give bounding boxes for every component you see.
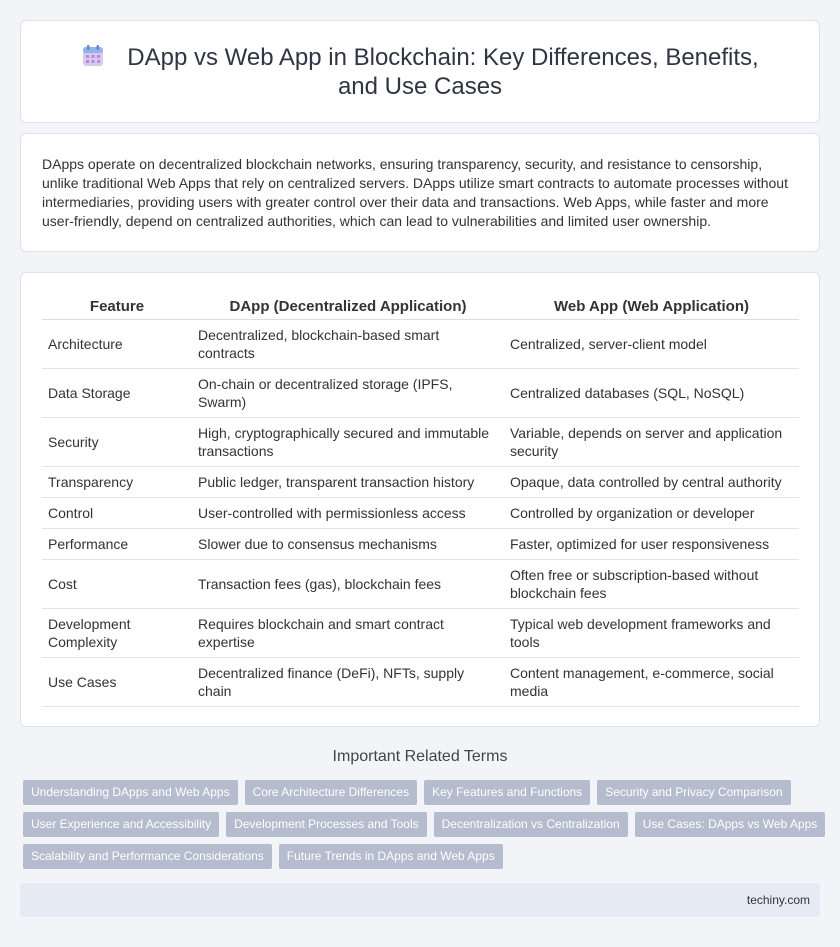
cell-webapp: Faster, optimized for user responsiveness [504, 528, 799, 559]
cell-dapp: Decentralized, blockchain-based smart contracts [192, 319, 504, 368]
related-terms-tags [23, 780, 823, 876]
header-webapp: Web App (Web Application) [504, 296, 799, 319]
cell-dapp: User-controlled with permissionless access [192, 497, 504, 528]
page-title: DApp vs Web App in Blockchain: Key Differences, Benefits, and Use Cases [127, 44, 759, 100]
cell-feature: Data Storage [42, 368, 192, 417]
cell-feature: Control [42, 497, 192, 528]
table-row [42, 528, 799, 559]
cell-feature: Performance [42, 528, 192, 559]
header-dapp: DApp (Decentralized Application) [192, 296, 504, 319]
table-row [42, 466, 799, 497]
table-row [42, 657, 799, 706]
cell-webapp: Content management, e-commerce, social media [504, 657, 799, 706]
cell-dapp: Public ledger, transparent transaction history [192, 466, 504, 497]
cell-dapp: Decentralized finance (DeFi), NFTs, supply chain [192, 657, 504, 706]
related-term-tag[interactable]: Key Features and Functions [424, 780, 590, 805]
header-feature: Feature [42, 296, 192, 319]
cell-feature: Cost [42, 559, 192, 608]
cell-feature: Development Complexity [42, 608, 192, 657]
footer [20, 883, 820, 917]
title-card [20, 20, 820, 123]
related-term-tag[interactable]: Use Cases: DApps vs Web Apps [635, 812, 826, 837]
cell-webapp: Often free or subscription-based without blockchain fees [504, 559, 799, 608]
intro-card [20, 133, 820, 252]
related-terms-title: Important Related Terms [332, 748, 508, 765]
table-row [42, 417, 799, 466]
tag-row [23, 812, 823, 837]
cell-dapp: Transaction fees (gas), blockchain fees [192, 559, 504, 608]
related-term-tag[interactable]: Future Trends in DApps and Web Apps [279, 844, 503, 869]
tag-row [23, 844, 823, 869]
footer-site[interactable]: techiny.com [746, 893, 810, 907]
comparison-card [20, 272, 820, 727]
cell-feature: Architecture [42, 319, 192, 368]
cell-dapp: Requires blockchain and smart contract expertise [192, 608, 504, 657]
cell-webapp: Variable, depends on server and application security [504, 417, 799, 466]
comparison-table [42, 296, 799, 707]
cell-feature: Use Cases [42, 657, 192, 706]
table-row [42, 368, 799, 417]
related-term-tag[interactable]: Decentralization vs Centralization [434, 812, 628, 837]
table-row [42, 559, 799, 608]
related-term-tag[interactable]: User Experience and Accessibility [23, 812, 219, 837]
cell-dapp: Slower due to consensus mechanisms [192, 528, 504, 559]
cell-dapp: On-chain or decentralized storage (IPFS, Swarm) [192, 368, 504, 417]
calendar-grid-icon [81, 44, 105, 68]
cell-feature: Transparency [42, 466, 192, 497]
cell-webapp: Opaque, data controlled by central authority [504, 466, 799, 497]
related-term-tag[interactable]: Security and Privacy Comparison [597, 780, 790, 805]
related-term-tag[interactable]: Development Processes and Tools [226, 812, 427, 837]
cell-feature: Security [42, 417, 192, 466]
cell-webapp: Typical web development frameworks and tools [504, 608, 799, 657]
table-header-row [42, 296, 799, 319]
cell-webapp: Controlled by organization or developer [504, 497, 799, 528]
tag-row [23, 780, 823, 805]
related-term-tag[interactable]: Scalability and Performance Considerations [23, 844, 272, 869]
table-row [42, 319, 799, 368]
related-term-tag[interactable]: Core Architecture Differences [245, 780, 418, 805]
table-row [42, 608, 799, 657]
page-title-wrap [61, 43, 779, 101]
cell-dapp: High, cryptographically secured and immutable transactions [192, 417, 504, 466]
table-row [42, 497, 799, 528]
cell-webapp: Centralized, server-client model [504, 319, 799, 368]
cell-webapp: Centralized databases (SQL, NoSQL) [504, 368, 799, 417]
related-term-tag[interactable]: Understanding DApps and Web Apps [23, 780, 238, 805]
intro-paragraph: DApps operate on decentralized blockchain networks, ensuring transparency, security, and resistance to censorship, unlike traditional Web Apps that rely on centralized servers. DApps utilize smart contracts to automate processes without intermediaries, providing users with greater control over their data and transactions. Web Apps, while faster and more user-friendly, depend on centralized authorities, which can lead to vulnerabilities and limited user ownership. [42, 156, 788, 229]
